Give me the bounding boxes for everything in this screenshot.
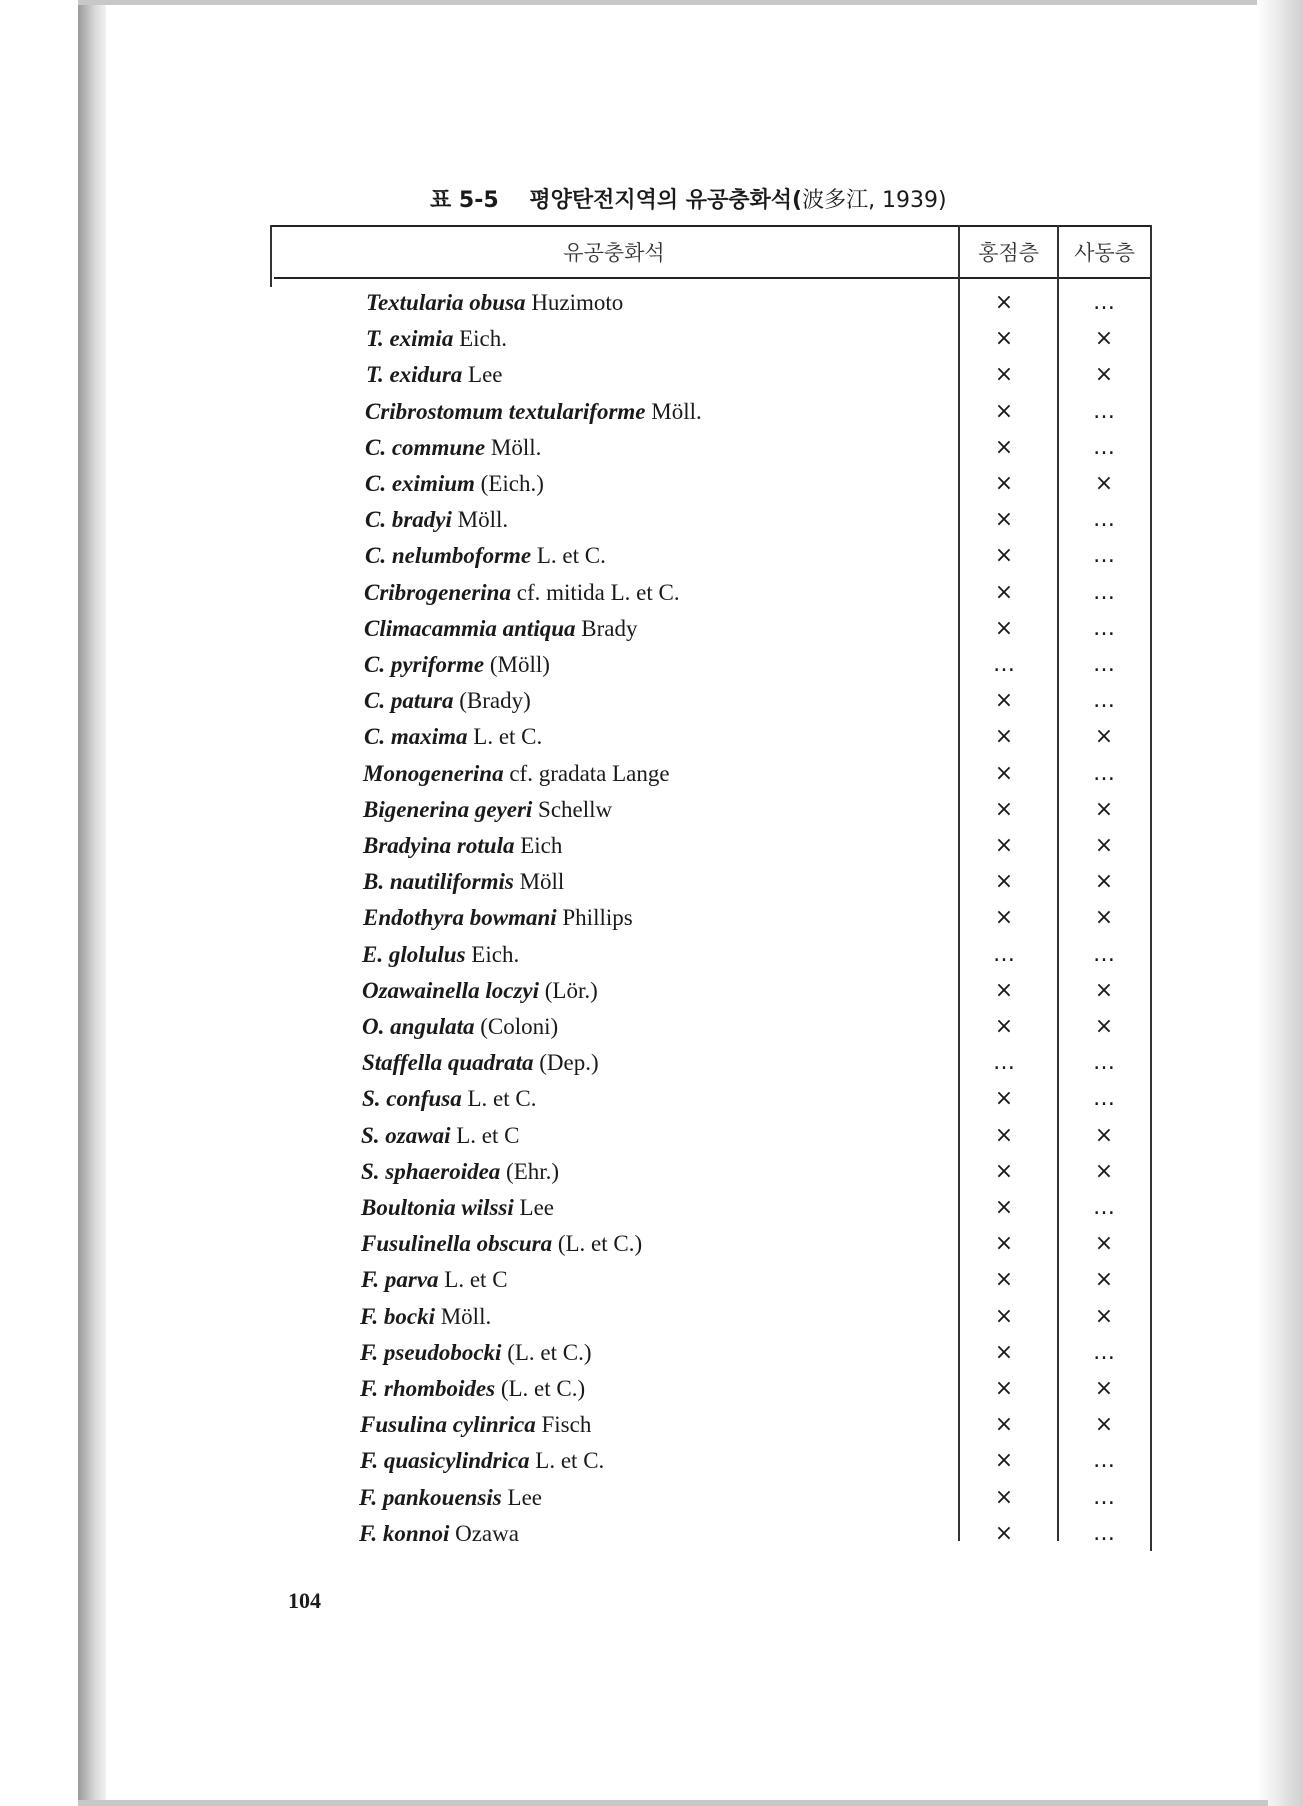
- species-author: (L. et C.): [507, 1339, 592, 1365]
- species-epithet: Boultonia wilssi: [361, 1195, 514, 1220]
- species-name: [364, 683, 531, 719]
- species-author: (Eich.): [480, 471, 544, 496]
- species-epithet: F. rhomboides: [360, 1376, 496, 1401]
- hongjeom-mark: ×: [994, 1448, 1014, 1474]
- table-row: [270, 285, 1152, 321]
- species-author: Brady: [581, 615, 638, 641]
- hongjeom-mark: ×: [994, 1484, 1014, 1510]
- table-row: [270, 1226, 1152, 1262]
- species-epithet: Endothyra bowmani: [363, 905, 557, 931]
- species-name: [363, 792, 612, 828]
- sadong-mark: …: [1093, 434, 1115, 460]
- species-name: [366, 357, 503, 393]
- species-name: [360, 1407, 591, 1443]
- sadong-mark: …: [1093, 290, 1115, 315]
- species-author: Eich: [520, 833, 563, 858]
- table-row: [270, 1045, 1152, 1081]
- table-row: [270, 1190, 1152, 1226]
- sadong-mark: ×: [1094, 1267, 1114, 1293]
- species-epithet: C. eximium: [365, 471, 475, 496]
- species-author: L. et C.: [535, 1448, 605, 1474]
- table-row: [270, 466, 1152, 502]
- sadong-mark: …: [1093, 579, 1115, 605]
- table-row: [270, 828, 1152, 864]
- hongjeom-mark: ×: [994, 507, 1014, 533]
- species-name: [365, 394, 702, 430]
- table-header-rule: [274, 277, 1150, 279]
- species-name: [361, 1190, 554, 1226]
- species-epithet: F. pankouensis: [359, 1484, 502, 1510]
- hongjeom-mark: ×: [994, 760, 1014, 786]
- table-row: [270, 1118, 1152, 1154]
- caption-label: 표 5-5: [430, 188, 499, 213]
- species-name: [365, 430, 541, 466]
- hongjeom-mark: ×: [994, 1231, 1014, 1257]
- hongjeom-mark: ×: [994, 1158, 1014, 1184]
- species-name: [359, 1480, 542, 1516]
- sadong-mark: ×: [1094, 1303, 1114, 1329]
- species-name: [364, 611, 637, 647]
- species-author: Lee: [519, 1195, 554, 1220]
- species-name: [365, 538, 606, 574]
- species-author: Eich.: [471, 941, 520, 967]
- species-epithet: C. maxima: [364, 724, 468, 750]
- sadong-mark: ×: [1094, 1376, 1114, 1401]
- page-top-edge: [78, 0, 1268, 5]
- sadong-mark: ×: [1094, 471, 1114, 496]
- species-epithet: C. commune: [365, 434, 486, 460]
- page-right-edge: [1257, 0, 1303, 1806]
- species-name: [360, 1371, 585, 1407]
- species-epithet: Bradyina rotula: [363, 833, 515, 858]
- hongjeom-mark: ×: [994, 833, 1014, 858]
- species-name: [360, 1335, 592, 1371]
- species-epithet: C. nelumboforme: [365, 543, 532, 569]
- species-name: [362, 937, 519, 973]
- sadong-mark: ×: [1094, 977, 1114, 1003]
- hongjeom-mark: ×: [994, 796, 1014, 822]
- species-author: Möll.: [490, 434, 542, 460]
- species-epithet: F. bocki: [360, 1303, 435, 1329]
- species-name: [363, 828, 562, 864]
- species-author: Möll: [519, 869, 565, 895]
- species-epithet: S. confusa: [362, 1086, 462, 1112]
- species-epithet: Staffella quadrata: [362, 1050, 534, 1076]
- species-name: [362, 1045, 599, 1081]
- species-epithet: C. patura: [364, 688, 454, 714]
- sadong-mark: …: [1093, 1484, 1115, 1510]
- caption-title: 평양탄전지역의 유공충화석(: [529, 188, 803, 213]
- species-author: L. et C: [444, 1267, 508, 1293]
- species-name: [363, 864, 564, 900]
- species-epithet: F. quasicylindrica: [360, 1448, 530, 1474]
- species-author: Phillips: [562, 905, 633, 931]
- hongjeom-mark: ×: [994, 1267, 1014, 1293]
- page-bottom-edge: [78, 1800, 1268, 1806]
- sadong-mark: …: [1093, 1195, 1115, 1220]
- species-author: Möll.: [651, 398, 702, 424]
- table-row: [270, 900, 1152, 936]
- header-sadong: 사동층: [1074, 241, 1135, 265]
- species-author: (Ehr.): [506, 1158, 560, 1184]
- species-epithet: F. konnoi: [359, 1520, 450, 1546]
- sadong-mark: ×: [1094, 1231, 1114, 1257]
- table-row: [270, 973, 1152, 1009]
- hongjeom-mark: ×: [994, 905, 1014, 931]
- species-name: [363, 900, 633, 936]
- sadong-mark: ×: [1094, 362, 1114, 388]
- species-name: [366, 285, 623, 321]
- species-name: [362, 973, 598, 1009]
- species-epithet: Textularia obusa: [366, 290, 526, 315]
- sadong-mark: …: [1093, 1050, 1115, 1076]
- table-row: [270, 937, 1152, 973]
- species-author: Möll.: [440, 1303, 492, 1329]
- table-row: [270, 1009, 1152, 1045]
- species-author: L. et C.: [473, 724, 543, 750]
- sadong-mark: ×: [1094, 724, 1114, 750]
- header-species: 유공충화석: [563, 241, 665, 265]
- sadong-mark: …: [1093, 1448, 1115, 1474]
- species-epithet: S. ozawai: [361, 1122, 451, 1148]
- sadong-mark: ×: [1094, 905, 1114, 931]
- table-row: [270, 756, 1152, 792]
- table-row: [270, 1081, 1152, 1117]
- hongjeom-mark: ×: [994, 869, 1014, 895]
- sadong-mark: ×: [1094, 1014, 1114, 1039]
- table-row: [270, 611, 1152, 647]
- sadong-mark: ×: [1094, 1122, 1114, 1148]
- species-author: cf. gradata Lange: [509, 760, 670, 786]
- page-number: 104: [288, 1588, 321, 1613]
- species-author: Lee: [468, 362, 503, 388]
- species-author: Fisch: [541, 1412, 592, 1438]
- species-epithet: Monogenerina: [363, 760, 504, 786]
- sadong-mark: ×: [1094, 1158, 1114, 1184]
- table-row: [270, 1516, 1152, 1552]
- hongjeom-mark: ×: [994, 1303, 1014, 1329]
- hongjeom-mark: ×: [994, 1014, 1014, 1039]
- table-row: [270, 502, 1152, 538]
- species-name: [360, 1443, 604, 1479]
- species-author: Lee: [507, 1484, 542, 1510]
- species-author: L. et C.: [467, 1086, 537, 1112]
- table-row: [270, 792, 1152, 828]
- table-row: [270, 357, 1152, 393]
- species-epithet: Fusulina cylinrica: [360, 1412, 536, 1438]
- species-author: cf. mitida L. et C.: [516, 579, 680, 605]
- species-name: [361, 1118, 519, 1154]
- table-row: [270, 1335, 1152, 1371]
- species-name: [365, 502, 508, 538]
- table-row: [270, 1480, 1152, 1516]
- hongjeom-mark: ×: [994, 579, 1014, 605]
- page-left-edge: [78, 0, 106, 1806]
- species-author: (Coloni): [480, 1014, 559, 1039]
- species-author: Eich.: [459, 326, 507, 352]
- species-name: [359, 1516, 519, 1552]
- sadong-mark: …: [1093, 1339, 1115, 1365]
- hongjeom-mark: ×: [994, 1195, 1014, 1220]
- species-author: (L. et C.): [500, 1376, 586, 1401]
- table-row: [270, 683, 1152, 719]
- table-top-rule: [270, 225, 1152, 227]
- hongjeom-mark: ×: [994, 362, 1014, 388]
- sadong-mark: …: [1093, 760, 1115, 786]
- species-name: [361, 1154, 559, 1190]
- species-epithet: B. nautiliformis: [363, 869, 514, 895]
- species-author: (Lör.): [544, 977, 598, 1003]
- sadong-mark: …: [1093, 941, 1115, 967]
- species-name: [364, 575, 680, 611]
- species-name: [362, 1081, 536, 1117]
- table-caption: [430, 183, 1030, 217]
- hongjeom-mark: ×: [994, 543, 1014, 569]
- sadong-mark: ×: [1094, 833, 1114, 858]
- species-author: Möll.: [457, 507, 509, 533]
- table-row: [270, 1262, 1152, 1298]
- species-author: (Dep.): [539, 1050, 599, 1076]
- species-name: [361, 1262, 508, 1298]
- species-epithet: Fusulinella obscura: [361, 1231, 553, 1257]
- table-row: [270, 1407, 1152, 1443]
- table-row: [270, 394, 1152, 430]
- species-epithet: Ozawainella loczyi: [362, 977, 539, 1003]
- sadong-mark: …: [1093, 688, 1115, 714]
- hongjeom-mark: ×: [994, 326, 1014, 352]
- table-row: [270, 1443, 1152, 1479]
- table-row: [270, 1371, 1152, 1407]
- hongjeom-mark: ×: [994, 398, 1014, 424]
- species-name: [366, 321, 507, 357]
- species-epithet: F. pseudobocki: [360, 1339, 502, 1365]
- species-author: (L. et C.): [557, 1231, 643, 1257]
- hongjeom-mark: ×: [994, 1520, 1014, 1546]
- caption-source: 波多江, 1939): [802, 188, 947, 213]
- species-epithet: O. angulata: [362, 1014, 475, 1039]
- species-name: [361, 1226, 642, 1262]
- species-author: L. et C.: [536, 543, 606, 569]
- sadong-mark: …: [1093, 615, 1115, 641]
- fossil-table: [270, 225, 1152, 1546]
- species-author: Schellw: [538, 796, 613, 822]
- hongjeom-mark: …: [993, 1050, 1015, 1076]
- hongjeom-mark: ×: [994, 434, 1014, 460]
- sadong-mark: ×: [1094, 1412, 1114, 1438]
- sadong-mark: ×: [1094, 326, 1114, 352]
- species-name: [364, 647, 550, 683]
- species-epithet: T. eximia: [366, 326, 454, 352]
- table-row: [270, 719, 1152, 755]
- header-hongjeom: 홍점층: [978, 241, 1039, 265]
- species-author: L. et C: [456, 1122, 520, 1148]
- sadong-mark: …: [1093, 507, 1115, 533]
- hongjeom-mark: ×: [994, 615, 1014, 641]
- species-author: (Brady): [459, 688, 531, 714]
- table-row: [270, 647, 1152, 683]
- sadong-mark: ×: [1094, 869, 1114, 895]
- species-name: [365, 466, 544, 502]
- species-epithet: F. parva: [361, 1267, 439, 1293]
- species-author: Huzimoto: [531, 290, 624, 315]
- species-epithet: S. sphaeroidea: [361, 1158, 501, 1184]
- species-epithet: Bigenerina geyeri: [363, 796, 533, 822]
- hongjeom-mark: ×: [994, 1376, 1014, 1401]
- species-epithet: C. pyriforme: [364, 652, 485, 677]
- species-author: (Möll): [489, 652, 550, 677]
- hongjeom-mark: ×: [994, 1339, 1014, 1365]
- hongjeom-mark: ×: [994, 290, 1014, 315]
- species-epithet: E. glolulus: [362, 941, 466, 967]
- hongjeom-mark: ×: [994, 471, 1014, 496]
- species-epithet: T. exidura: [366, 362, 463, 388]
- hongjeom-mark: ×: [994, 1086, 1014, 1112]
- species-name: [362, 1009, 558, 1045]
- table-row: [270, 1154, 1152, 1190]
- hongjeom-mark: ×: [994, 1412, 1014, 1438]
- species-epithet: Cribrostomum textulariforme: [365, 398, 646, 424]
- table-row: [270, 321, 1152, 357]
- species-name: [364, 719, 542, 755]
- species-epithet: Climacammia antiqua: [364, 615, 576, 641]
- species-epithet: C. bradyi: [365, 507, 452, 533]
- species-author: Ozawa: [455, 1520, 519, 1546]
- sadong-mark: ×: [1094, 796, 1114, 822]
- hongjeom-mark: ×: [994, 1122, 1014, 1148]
- sadong-mark: …: [1093, 543, 1115, 569]
- sadong-mark: …: [1093, 398, 1115, 424]
- table-row: [270, 864, 1152, 900]
- species-name: [360, 1299, 491, 1335]
- sadong-mark: …: [1093, 652, 1115, 677]
- hongjeom-mark: ×: [994, 977, 1014, 1003]
- table-row: [270, 430, 1152, 466]
- table-row: [270, 575, 1152, 611]
- species-epithet: Cribrogenerina: [364, 579, 511, 605]
- table-row: [270, 538, 1152, 574]
- hongjeom-mark: ×: [994, 688, 1014, 714]
- table-row: [270, 1299, 1152, 1335]
- sadong-mark: …: [1093, 1520, 1115, 1546]
- species-name: [363, 756, 670, 792]
- sadong-mark: …: [1093, 1086, 1115, 1112]
- hongjeom-mark: …: [993, 941, 1015, 967]
- hongjeom-mark: …: [993, 652, 1015, 677]
- hongjeom-mark: ×: [994, 724, 1014, 750]
